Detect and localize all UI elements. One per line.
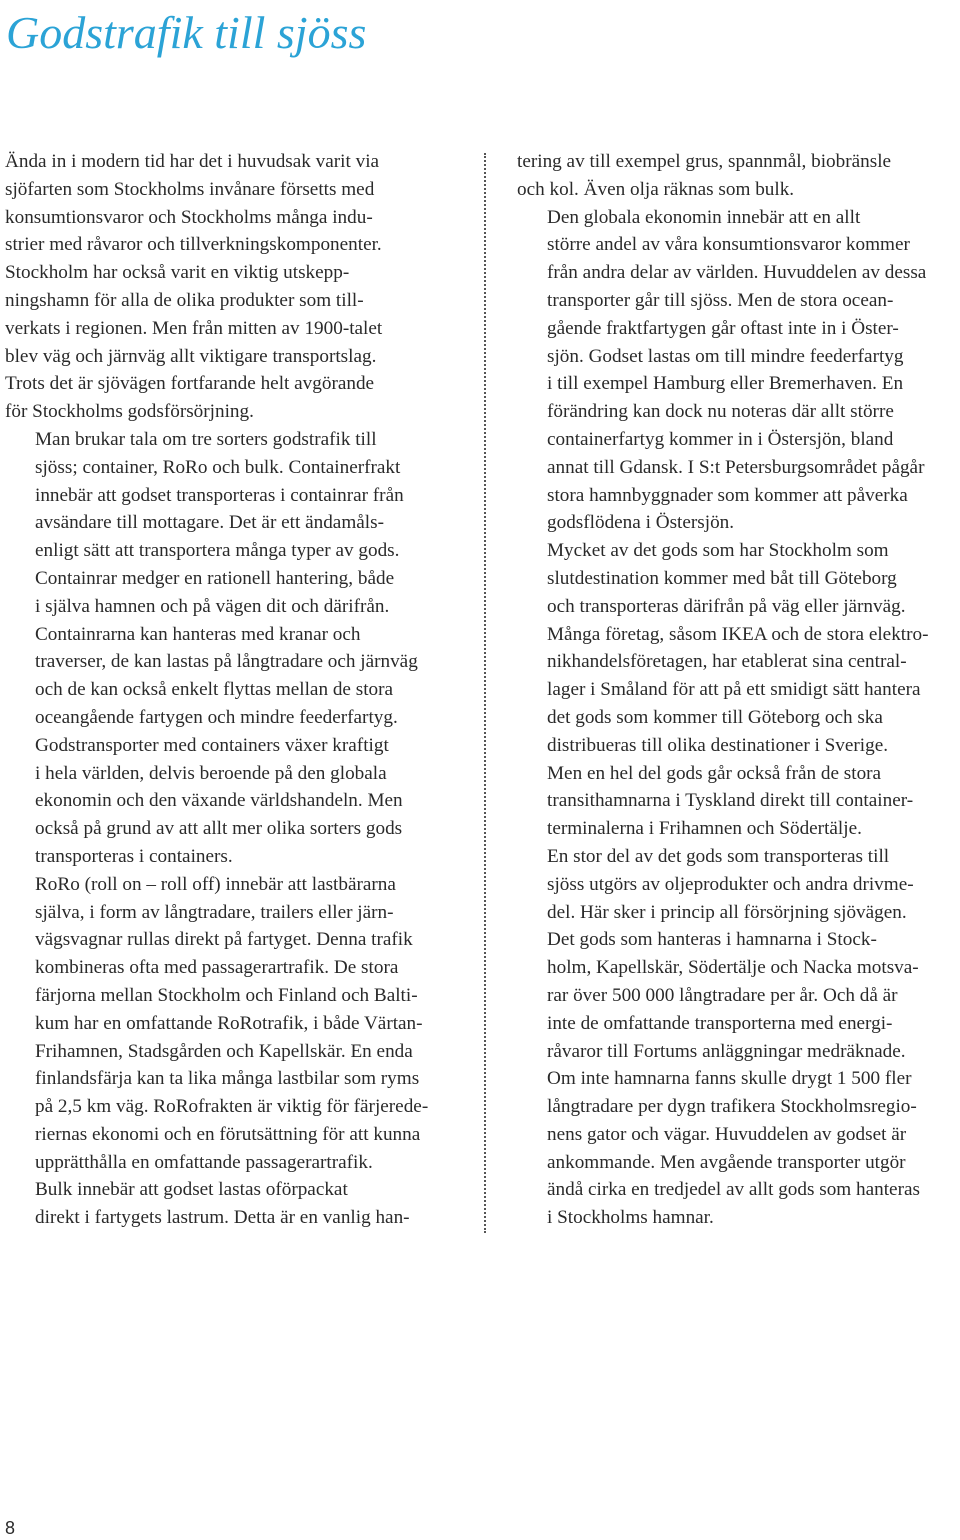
text-line: och kol. Även olja räknas som bulk. (517, 178, 795, 200)
text-line: holm, Kapellskär, Södertälje och Nacka motsva- (547, 957, 919, 979)
text-line: sjöfarten som Stockholms invånare försetts med (5, 178, 375, 200)
text-line: ankommande. Men avgående transporter utgör (547, 1151, 906, 1173)
text-line: containerfartyg kommer in i Östersjön, bland (547, 428, 894, 450)
page-title: Godstrafik till sjöss (6, 7, 367, 58)
text-line: strier med råvaror och tillverkningskomponenter. (5, 234, 382, 256)
text-line: och transporteras därifrån på väg eller järnväg. (547, 595, 906, 617)
text-line: från andra delar av världen. Huvuddelen av dessa (547, 262, 927, 284)
text-line: själva, i form av långtradare, trailers eller järn- (35, 901, 394, 923)
text-line: direkt i fartygets lastrum. Detta är en vanlig han- (35, 1207, 410, 1229)
text-line: större andel av våra konsumtionsvaror kommer (547, 234, 910, 256)
paragraph (517, 148, 957, 204)
text-line: RoRo (roll on – roll off) innebär att lastbärarna (35, 873, 396, 895)
text-line: oceangående fartygen och mindre feederfartyg. (35, 706, 398, 728)
text-line: förändring kan dock nu noteras där allt större (547, 401, 894, 423)
paragraph (5, 871, 460, 1177)
text-line: gående fraktfartygen går oftast inte in i Öster- (547, 317, 899, 339)
text-line: Frihamnen, Stadsgården och Kapellskär. En enda (35, 1040, 413, 1062)
text-line: avsändare till mottagare. Det är ett ändamåls- (35, 512, 384, 534)
text-line: upprätthålla en omfattande passagerartrafik. (35, 1151, 373, 1173)
text-line: Trots det är sjövägen fortfarande helt avgörande (5, 373, 375, 395)
text-line: ningshamn för alla de olika produkter som till- (5, 289, 364, 311)
text-line: lager i Småland för att på ett smidigt sätt hantera (547, 679, 921, 701)
text-line: vägsvagnar rullas direkt på fartyget. Denna trafik (35, 929, 413, 951)
text-line: Containrarna kan hanteras med kranar och (35, 623, 361, 645)
text-line: det gods som kommer till Göteborg och ska (547, 706, 883, 728)
text-line: slutdestination kommer med båt till Göteborg (547, 567, 897, 589)
text-line: i hela världen, delvis beroende på den globala (35, 762, 387, 784)
text-line: Mycket av det gods som har Stockholm som (547, 540, 889, 562)
text-line: Om inte hamnarna fanns skulle drygt 1 500 fler (547, 1068, 912, 1090)
text-line: sjöss; container, RoRo och bulk. Containerfrakt (35, 456, 401, 478)
text-line: annat till Gdansk. I S:t Petersburgsområdet pågår (547, 456, 925, 478)
text-line: råvaror till Fortums anläggningar medräknade. (547, 1040, 906, 1062)
text-line: långtradare per dygn trafikera Stockholmsregio- (547, 1096, 917, 1118)
text-line: färjorna mellan Stockholm och Finland och Balti- (35, 984, 418, 1006)
text-line: inte de omfattande transporterna med energi- (547, 1012, 893, 1034)
text-line: transporter går till sjöss. Men de stora ocean- (547, 289, 894, 311)
text-line: kum har en omfattande RoRotrafik, i både Värtan- (35, 1012, 423, 1034)
text-line: distribueras till olika destinationer i Sverige. (547, 734, 889, 756)
text-line: och de kan också enkelt flyttas mellan de stora (35, 679, 394, 701)
text-line: för Stockholms godsförsörjning. (5, 401, 254, 423)
text-line: Många företag, såsom IKEA och de stora elektro- (547, 623, 929, 645)
column-divider (484, 153, 486, 1233)
text-line: tering av till exempel grus, spannmål, biobränsle (517, 151, 892, 172)
text-line: rar över 500 000 långtradare per år. Och då är (547, 984, 898, 1006)
text-line: Bulk innebär att godset lastas oförpackat (35, 1179, 348, 1201)
left-text-column (5, 148, 460, 1232)
text-line: Man brukar tala om tre sorters godstrafik till (35, 428, 377, 450)
text-line: kombineras ofta med passagerartrafik. De stora (35, 957, 399, 979)
text-line: blev väg och järnväg allt viktigare transportslag. (5, 345, 377, 367)
page-number: 8 (5, 1518, 16, 1538)
paragraph (517, 204, 957, 538)
text-line: En stor del av det gods som transporteras till (547, 845, 890, 867)
text-line: nikhandelsföretagen, har etablerat sina central- (547, 651, 907, 673)
text-line: Ända in i modern tid har det i huvudsak varit via (5, 151, 380, 172)
text-line: i till exempel Hamburg eller Bremerhaven. En (547, 373, 904, 395)
text-line: i Stockholms hamnar. (547, 1207, 714, 1229)
paragraph (517, 760, 957, 843)
text-line: sjön. Godset lastas om till mindre feederfartyg (547, 345, 904, 367)
text-line: Den globala ekonomin innebär att en allt (547, 206, 861, 228)
text-line: transporteras i containers. (35, 845, 233, 867)
paragraph (5, 1176, 460, 1232)
text-line: Containrar medger en rationell hantering, både (35, 567, 395, 589)
right-text-column (517, 148, 957, 1232)
text-line: konsumtionsvaror och Stockholms många indu- (5, 206, 373, 228)
text-line: innebär att godset transporteras i containrar från (35, 484, 404, 506)
text-line: traverser, de kan lastas på långtradare och järnväg (35, 651, 418, 673)
text-line: verkats i regionen. Men från mitten av 1900-talet (5, 317, 383, 339)
paragraph (517, 843, 957, 926)
text-line: i själva hamnen och på vägen dit och därifrån. (35, 595, 390, 617)
text-line: på 2,5 km väg. RoRofrakten är viktig för färjerede- (35, 1096, 429, 1118)
text-line: del. Här sker i princip all försörjning sjövägen. (547, 901, 907, 923)
paragraph (5, 426, 460, 871)
paragraph (517, 537, 957, 759)
text-line: stora hamnbyggnader som kommer att påverka (547, 484, 908, 506)
text-line: Stockholm har också varit en viktig utskepp- (5, 262, 350, 284)
text-line: finlandsfärja kan ta lika många lastbilar som ryms (35, 1068, 420, 1090)
text-line: Godstransporter med containers växer kraftigt (35, 734, 389, 756)
text-line: också på grund av att allt mer olika sorters gods (35, 818, 403, 840)
text-line: ändå cirka en tredjedel av allt gods som hanteras (547, 1179, 920, 1201)
text-line: godsflödena i Östersjön. (547, 512, 735, 534)
text-line: terminalerna i Frihamnen och Södertälje. (547, 818, 862, 840)
paragraph (5, 148, 460, 426)
text-line: nens gator och vägar. Huvuddelen av godset är (547, 1123, 907, 1145)
text-line: Men en hel del gods går också från de stora (547, 762, 882, 784)
text-line: sjöss utgörs av oljeprodukter och andra drivme- (547, 873, 914, 895)
text-line: ekonomin och den växande världshandeln. Men (35, 790, 403, 812)
text-line: riernas ekonomi och en förutsättning för att kunna (35, 1123, 421, 1145)
paragraph (517, 926, 957, 1232)
text-line: Det gods som hanteras i hamnarna i Stock- (547, 929, 877, 951)
text-line: transithamnarna i Tyskland direkt till container- (547, 790, 914, 812)
text-line: enligt sätt att transportera många typer av gods. (35, 540, 400, 562)
